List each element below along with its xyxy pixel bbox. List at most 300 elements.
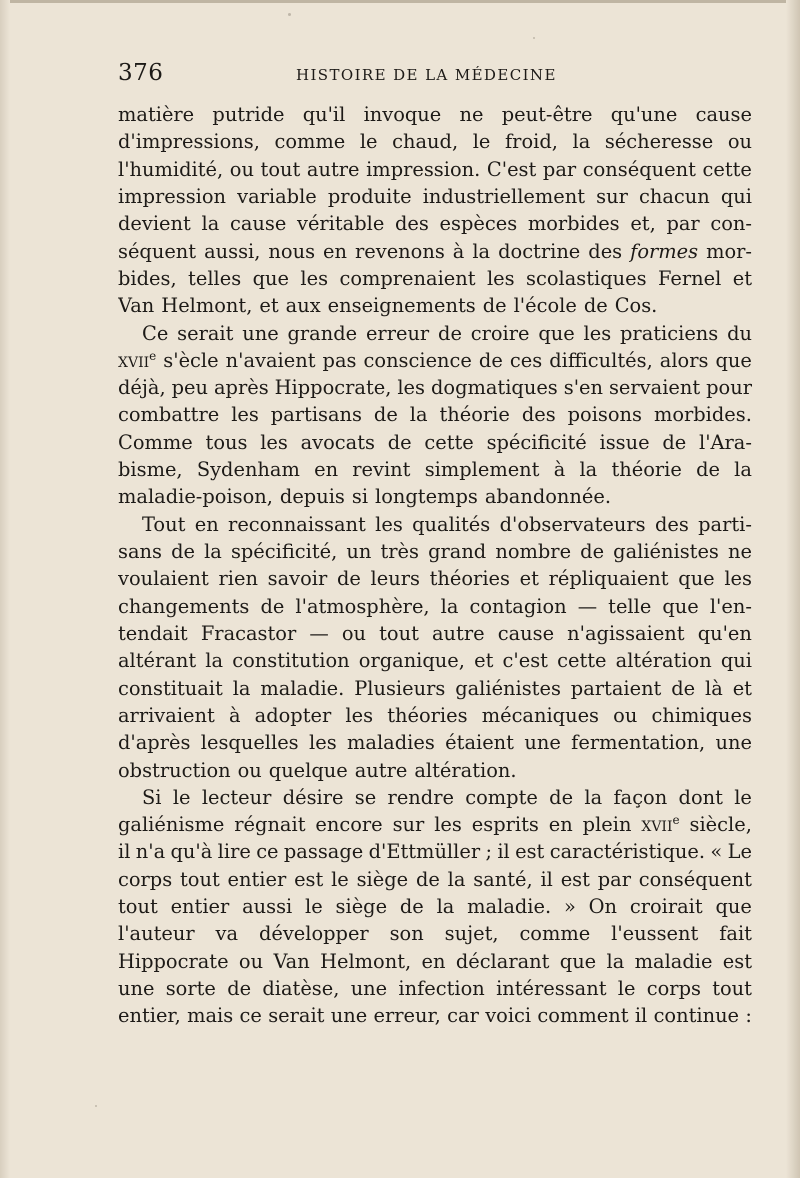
word: ou — [238, 949, 264, 973]
word: déclarant — [455, 949, 550, 973]
word: une — [330, 1004, 368, 1028]
word: contagion — [469, 594, 567, 618]
word: tendait — [118, 621, 188, 645]
word: une — [242, 321, 279, 345]
word: morbides. — [653, 403, 752, 427]
word: les — [486, 266, 515, 290]
word: de — [671, 676, 696, 700]
word: la — [204, 540, 222, 563]
word: une — [715, 731, 752, 755]
word: changements — [118, 594, 250, 618]
word: arrivaient — [118, 703, 215, 727]
word: des — [588, 239, 623, 263]
text-line — [118, 565, 752, 592]
word: est — [560, 867, 590, 891]
word: maladie. — [467, 895, 552, 919]
word: matière — [118, 103, 195, 126]
word: les — [309, 731, 337, 755]
text-line — [118, 538, 752, 565]
text-line — [118, 647, 752, 674]
word: ; — [485, 840, 492, 864]
word: des — [521, 403, 556, 427]
word: maladies — [347, 731, 435, 755]
word: ou — [229, 157, 254, 181]
word: le — [331, 867, 349, 891]
word: que — [678, 567, 715, 591]
text-line — [118, 483, 752, 510]
word: façon — [613, 785, 668, 809]
word: n'a — [135, 840, 166, 864]
word: nous — [268, 239, 316, 263]
word: une — [118, 977, 155, 1000]
text-line — [118, 210, 752, 237]
word: caractéristique. — [549, 840, 706, 864]
word: devient — [118, 212, 191, 236]
word: à — [553, 458, 566, 482]
word: entier — [170, 895, 230, 919]
word: aussi, — [204, 239, 261, 263]
word: et — [519, 567, 539, 591]
word: d'impressions, — [118, 130, 260, 154]
word: ce — [256, 840, 279, 864]
word: espèces — [439, 212, 518, 236]
word: passage — [283, 840, 364, 864]
word: cause — [695, 103, 752, 126]
word: la — [201, 212, 220, 236]
word: si — [351, 485, 369, 509]
word: reconnaissant — [228, 512, 366, 536]
word: l'en- — [709, 594, 752, 618]
word: Hippocrate, — [274, 376, 392, 400]
word: il — [634, 1004, 648, 1028]
paper-speck — [533, 37, 535, 39]
text-line — [118, 128, 752, 155]
word: corps — [118, 867, 173, 891]
word: de — [260, 594, 285, 618]
word: après — [213, 376, 269, 400]
word: comme — [274, 130, 346, 154]
word: Si — [142, 785, 162, 809]
word: galiénistes — [455, 676, 561, 700]
word: adopter — [254, 703, 332, 727]
word: On — [588, 895, 618, 919]
word: alors — [659, 348, 709, 372]
text-line — [118, 866, 752, 893]
word: parti- — [698, 512, 752, 536]
word: corps — [646, 977, 701, 1000]
word: comment — [537, 1004, 629, 1028]
word: siècle, — [689, 813, 752, 837]
paragraph-first-line — [118, 320, 752, 347]
word: et — [474, 649, 494, 673]
word: revenons — [355, 239, 445, 263]
text-line — [118, 401, 752, 428]
word: pour — [706, 376, 752, 400]
word: d'après — [118, 731, 191, 755]
paragraph-first-line — [118, 511, 752, 538]
word: que — [252, 266, 289, 290]
word: xvii — [641, 813, 673, 837]
word: qu'en — [697, 621, 752, 645]
word: la — [409, 403, 428, 427]
word: Hippocrate — [118, 949, 229, 973]
word: les — [434, 813, 462, 837]
page-left-edge — [0, 0, 10, 1178]
word: peut-être — [501, 103, 593, 126]
word: savoir — [267, 567, 328, 591]
word: tout — [379, 621, 419, 645]
word: qu'il — [302, 103, 346, 126]
word: mécaniques — [481, 703, 600, 727]
word: cette — [424, 430, 474, 454]
word: servaient — [608, 376, 701, 400]
running-head — [118, 58, 752, 88]
word: industriellement — [422, 184, 586, 208]
word: le — [617, 977, 636, 1000]
word: spécificité — [486, 430, 587, 454]
word: des — [395, 212, 429, 236]
word: fait — [719, 922, 752, 946]
word: théories — [429, 567, 510, 591]
word: croirait — [629, 895, 703, 919]
word: galiénistes — [613, 540, 719, 563]
word: cette — [702, 157, 752, 181]
word: siège — [335, 895, 388, 919]
word: siège — [356, 867, 409, 891]
word: encore — [315, 813, 383, 837]
word: en — [194, 512, 219, 536]
word: véritable — [296, 212, 385, 236]
word: constituait — [118, 676, 223, 700]
text-line — [118, 920, 752, 947]
word: de — [580, 540, 605, 563]
word: d'observateurs — [499, 512, 646, 536]
page-top-edge — [0, 0, 800, 3]
word: ne — [728, 540, 752, 563]
word: rien — [218, 567, 258, 591]
word: difficultés, — [549, 348, 653, 372]
century-word — [118, 347, 156, 374]
word: le — [359, 130, 378, 154]
word: les — [260, 430, 288, 454]
word: Van — [118, 294, 155, 318]
word: qualités — [412, 512, 491, 536]
word: variable — [237, 184, 317, 208]
word: de — [696, 458, 720, 482]
text-line — [118, 292, 752, 319]
word: plein — [582, 813, 632, 837]
word: galiénisme — [118, 813, 225, 837]
word: entier — [227, 867, 287, 891]
word: n'avaient — [225, 348, 316, 372]
word: et — [732, 676, 752, 700]
word: cause — [497, 621, 555, 645]
word: rendre — [387, 785, 454, 809]
word: théorie — [611, 458, 682, 482]
word: les — [345, 703, 374, 727]
century-superscript: e — [149, 348, 157, 363]
text-line — [118, 374, 752, 401]
word: de — [662, 430, 687, 454]
word: morbides — [527, 212, 620, 236]
word: altération. — [414, 758, 517, 782]
word: obstruction — [118, 758, 231, 782]
word: diatèse, — [262, 977, 340, 1000]
word: santé, — [473, 867, 533, 891]
word: sorte — [165, 977, 216, 1000]
word: développer — [258, 922, 369, 946]
word: altération — [615, 649, 712, 673]
word: ou — [237, 758, 262, 782]
text-line — [118, 620, 752, 647]
word: à — [228, 703, 241, 727]
word: une — [350, 977, 388, 1000]
word: spécificité, — [230, 540, 338, 563]
word: Tout — [142, 512, 186, 536]
text-line — [118, 675, 752, 702]
word: se — [354, 785, 377, 809]
text-line — [118, 593, 752, 620]
word: telle — [608, 594, 652, 618]
word: organique, — [358, 649, 465, 673]
word: de — [583, 294, 608, 318]
paper-speck — [288, 13, 291, 16]
word: comme — [519, 922, 591, 946]
word: : — [745, 1004, 752, 1028]
word: la — [232, 676, 251, 700]
word: théories — [387, 703, 468, 727]
word: mais — [187, 1004, 234, 1028]
word: séquent — [118, 239, 197, 263]
word: — — [309, 621, 329, 645]
text-line — [118, 757, 752, 784]
word: d'Ettmüller — [368, 840, 481, 864]
word: Ce — [142, 321, 169, 345]
word: sans — [118, 540, 162, 563]
word: lecteur — [201, 785, 272, 809]
word: continue — [653, 1004, 740, 1028]
text-line — [118, 729, 752, 756]
word: la — [440, 594, 459, 618]
word: il — [118, 840, 131, 864]
word: les — [300, 266, 329, 290]
word: con- — [710, 212, 752, 236]
word: esprits — [471, 813, 539, 837]
word: froid, — [505, 130, 558, 154]
text-line — [118, 183, 752, 210]
word: de — [549, 785, 574, 809]
word: est — [722, 949, 752, 973]
word: entier, — [118, 1004, 181, 1028]
word: un — [346, 540, 372, 563]
word: de — [227, 977, 252, 1000]
word: étaient — [445, 731, 514, 755]
word: autre — [432, 621, 485, 645]
text-line — [118, 265, 752, 292]
word: que — [538, 321, 575, 345]
word: mor- — [706, 239, 752, 263]
word: maladie-poison, — [118, 485, 273, 509]
word: qu'une — [610, 103, 678, 126]
word: très — [380, 540, 419, 563]
word: de — [415, 867, 440, 891]
word: est — [515, 840, 545, 864]
word: l'humidité, — [118, 157, 224, 181]
word: fermentation, — [571, 731, 706, 755]
word: Fracastor — [200, 621, 297, 645]
word: voulaient — [118, 567, 209, 591]
word: la — [606, 949, 625, 973]
word: conscience — [363, 348, 472, 372]
word: impression — [118, 184, 227, 208]
word: sécheresse — [604, 130, 714, 154]
word: de — [482, 294, 507, 318]
text-line — [118, 838, 752, 865]
word: bides, — [118, 266, 177, 290]
text-line — [118, 456, 752, 483]
word: altérant — [118, 649, 197, 673]
word: — — [577, 594, 598, 618]
word: aux — [285, 294, 321, 318]
word: les — [397, 376, 425, 400]
word: et — [259, 294, 279, 318]
word: chaud, — [392, 130, 459, 154]
word: » — [563, 895, 576, 919]
word: avocats — [300, 430, 375, 454]
word: Comme — [118, 430, 193, 454]
word: s'en — [563, 376, 603, 400]
word: qu'à — [170, 840, 213, 864]
word: « — [710, 840, 723, 864]
word: par — [597, 867, 631, 891]
word: de — [373, 403, 398, 427]
page-number: 376 — [118, 60, 164, 86]
text-line — [118, 811, 752, 838]
word: là — [705, 676, 723, 700]
word: le — [734, 785, 752, 809]
word: bisme, — [118, 458, 183, 482]
word: tous — [205, 430, 248, 454]
word: ne — [459, 103, 484, 126]
word: leurs — [370, 567, 420, 591]
word: qui — [720, 649, 752, 673]
text-line — [118, 101, 752, 128]
word: ou — [613, 703, 638, 727]
word: désire — [282, 785, 344, 809]
word: de — [478, 348, 503, 372]
word: produite — [327, 184, 412, 208]
text-line — [118, 429, 752, 456]
word: impression. — [366, 157, 481, 181]
text-line — [118, 948, 752, 975]
word: de — [387, 430, 412, 454]
page-right-edge — [786, 0, 800, 1178]
word: s'ècle — [163, 348, 219, 372]
word: doctrine — [498, 239, 581, 263]
word: revint — [352, 458, 411, 482]
word: le — [472, 130, 491, 154]
word: tout — [712, 977, 752, 1000]
word: praticiens — [620, 321, 719, 345]
word: autre — [306, 157, 360, 181]
word: de — [438, 321, 462, 345]
word: ou — [727, 130, 752, 154]
word: putride — [212, 103, 285, 126]
word: répliquaient — [548, 567, 669, 591]
word: C'est — [486, 157, 537, 181]
text-line — [118, 347, 752, 374]
word: par — [542, 157, 577, 181]
century-word — [641, 811, 679, 838]
word: lesquelles — [200, 731, 299, 755]
word: en — [548, 813, 573, 837]
running-title: HISTOIRE DE LA MÉDECINE — [296, 66, 557, 84]
word: tout — [260, 157, 301, 181]
word: Cos. — [614, 294, 658, 318]
word: tout — [179, 867, 220, 891]
word: la — [734, 458, 752, 482]
word: que — [715, 895, 752, 919]
word: comprenaient — [339, 266, 476, 290]
word: conséquent — [582, 157, 696, 181]
word: conséquent — [638, 867, 752, 891]
word: nombre — [495, 540, 572, 563]
word: des — [654, 512, 689, 536]
word: la — [572, 130, 591, 154]
body-text — [118, 101, 752, 1030]
word: compte — [465, 785, 538, 809]
word: qui — [720, 184, 752, 208]
word: Fernel — [657, 266, 722, 290]
word: les — [724, 567, 752, 591]
word: une — [524, 731, 561, 755]
word: de — [336, 567, 361, 591]
word: partisans — [270, 403, 362, 427]
word: poisons — [567, 403, 642, 427]
word: abandonnée. — [484, 485, 612, 509]
word: et — [732, 266, 752, 290]
word: serait — [177, 321, 234, 345]
word: maladie. — [260, 676, 345, 700]
word: partaient — [570, 676, 662, 700]
word: voici — [485, 1004, 532, 1028]
word: scolastiques — [526, 266, 647, 290]
word: Sydenham — [196, 458, 300, 482]
word: et, — [630, 212, 656, 236]
word: intéressant — [496, 977, 607, 1000]
word: infection — [398, 977, 485, 1000]
word: Van — [273, 949, 310, 973]
word: son — [389, 922, 424, 946]
italic-word: formes — [630, 239, 699, 263]
word: ou — [341, 621, 367, 645]
word: n'agissaient — [567, 621, 685, 645]
word: la — [205, 649, 224, 673]
paragraph-first-line — [118, 784, 752, 811]
word: tout — [118, 895, 158, 919]
word: que — [559, 949, 597, 973]
word: du — [727, 321, 752, 345]
word: Le — [727, 840, 752, 864]
word: l'eussent — [611, 922, 699, 946]
word: sujet, — [444, 922, 499, 946]
word: à — [452, 239, 465, 263]
word: la — [447, 867, 466, 891]
word: car — [447, 1004, 479, 1028]
word: chacun — [638, 184, 710, 208]
word: théorie — [439, 403, 510, 427]
text-line — [118, 238, 752, 265]
